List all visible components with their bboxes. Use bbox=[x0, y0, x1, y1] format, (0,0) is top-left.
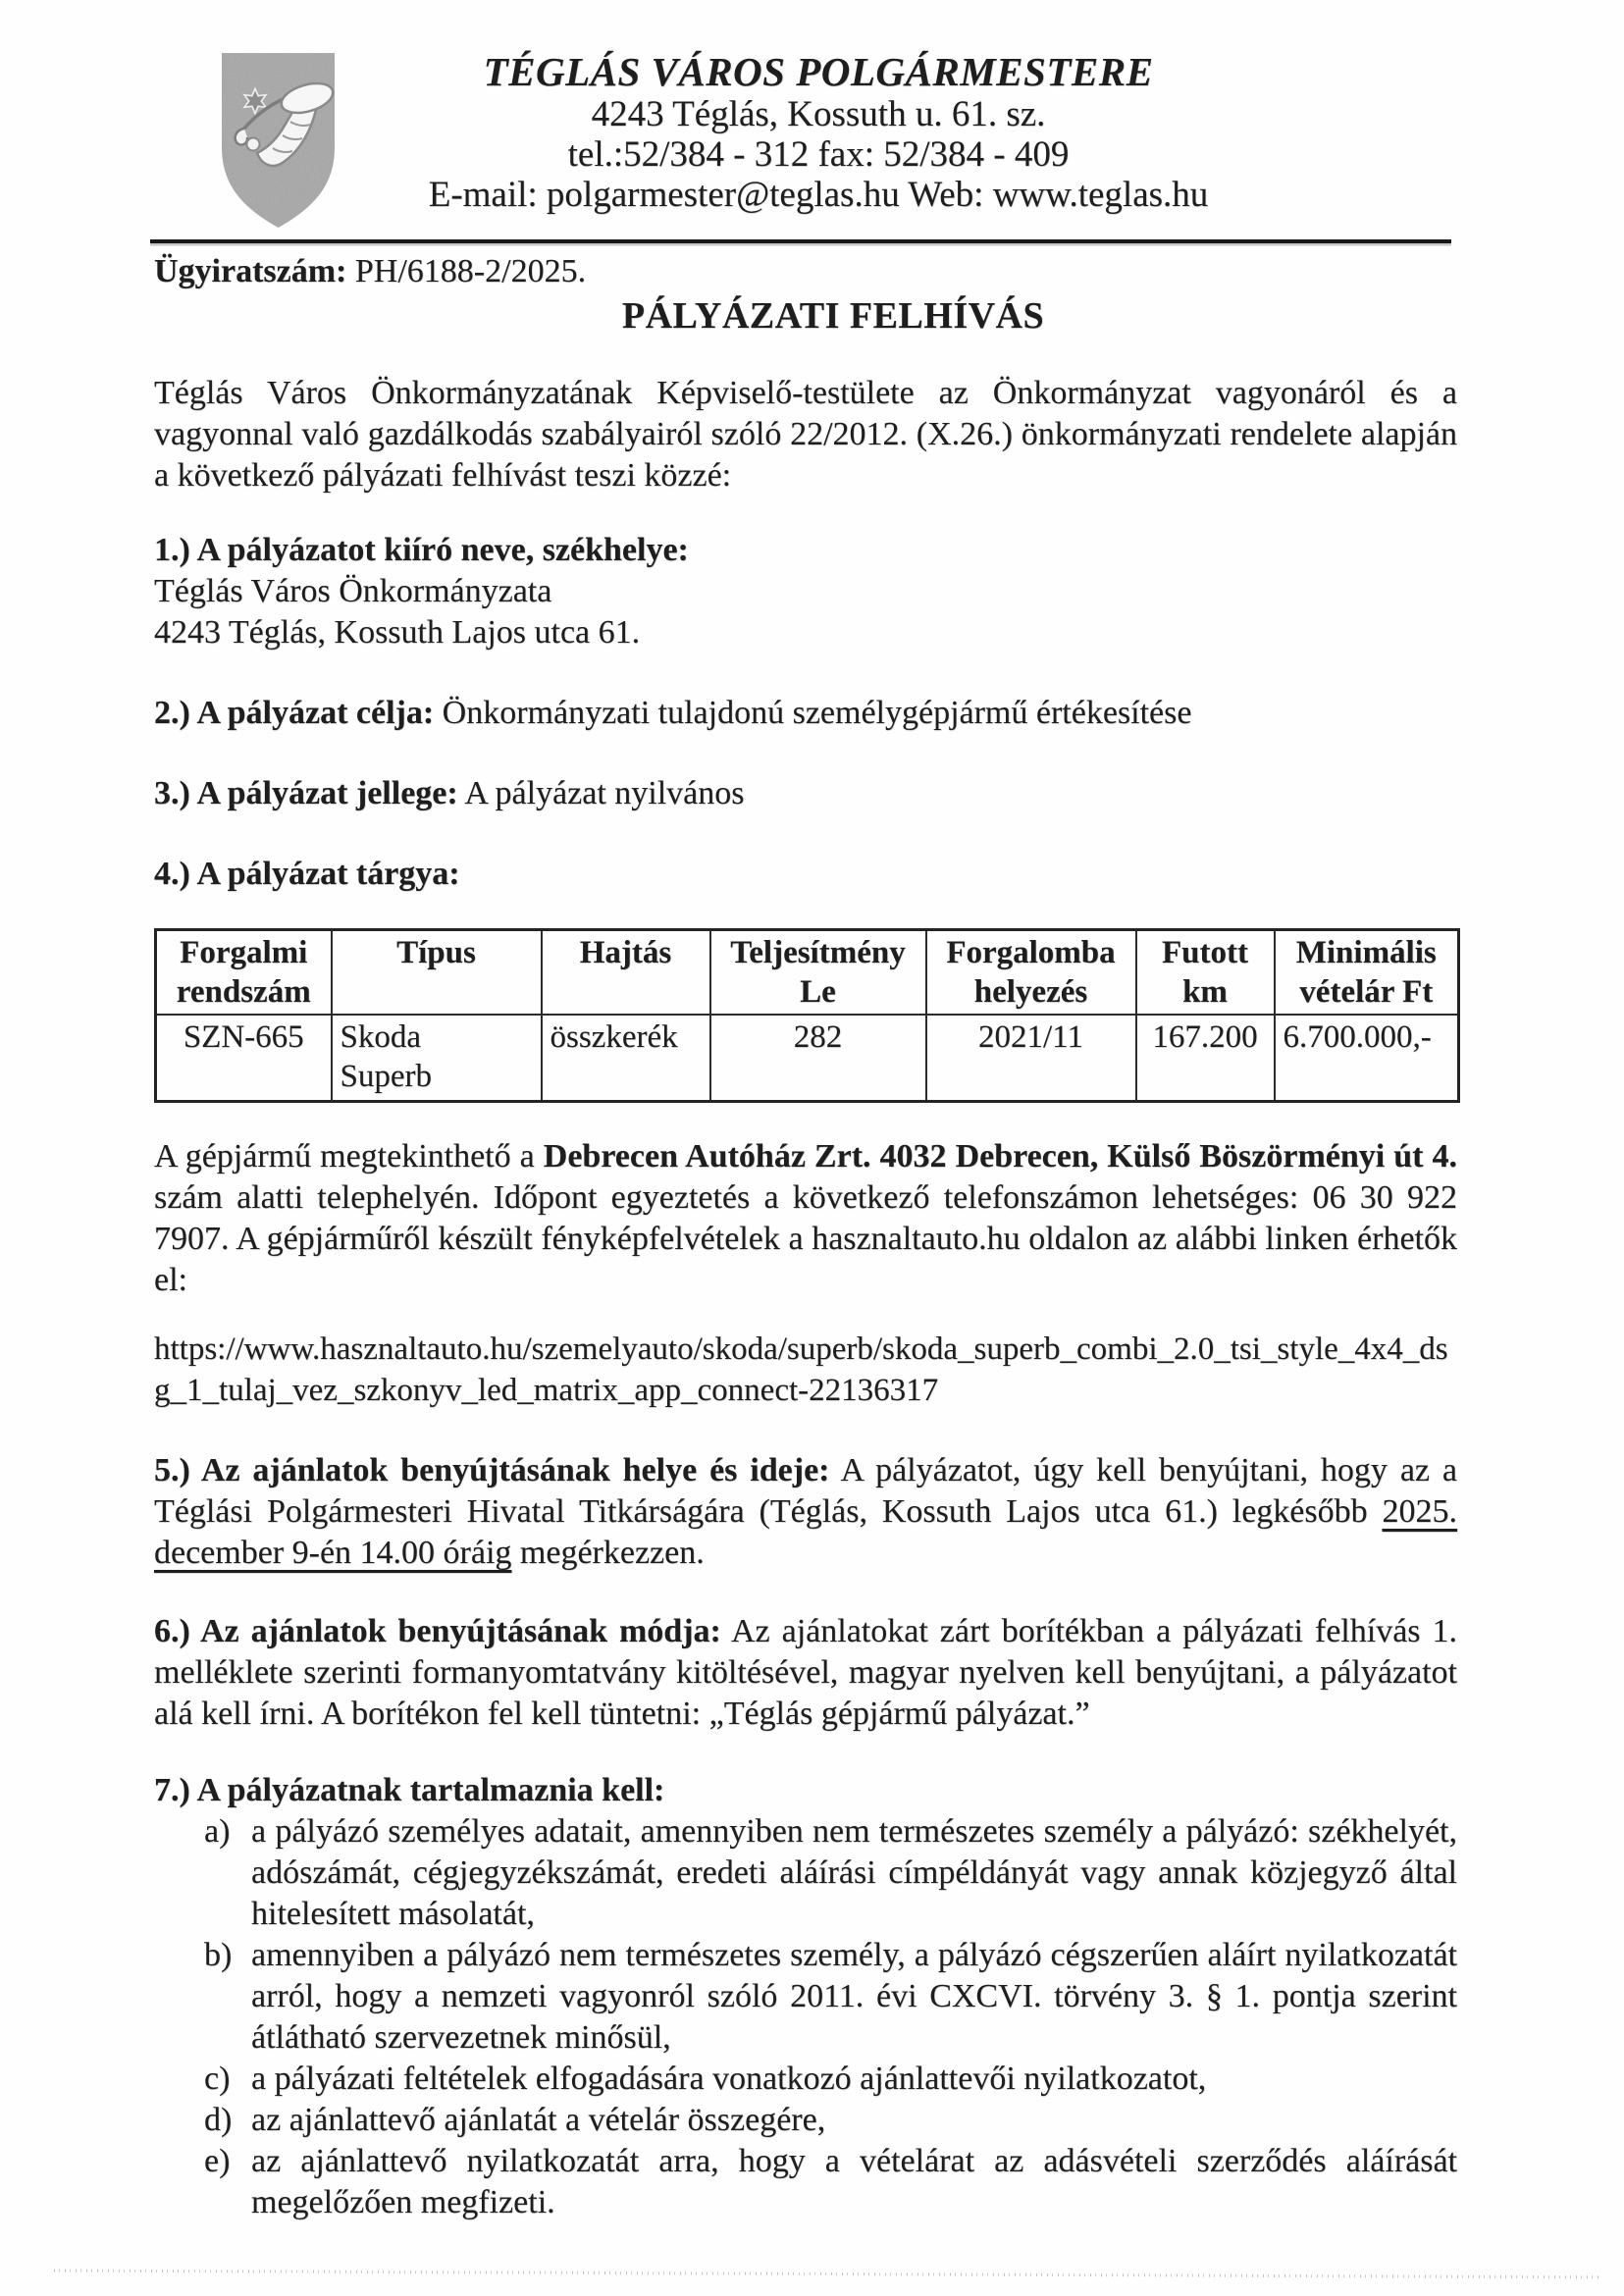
section-3 bbox=[154, 773, 1457, 814]
viewing-pre: A gépjármű megtekinthető a bbox=[154, 1138, 544, 1174]
section-5-heading: 5.) Az ajánlatok benyújtásának helye és ideje: bbox=[154, 1452, 830, 1488]
section-4-heading: 4.) A pályázat tárgya: bbox=[154, 856, 460, 892]
header-divider bbox=[150, 239, 1451, 243]
section-7-heading: 7.) A pályázatnak tartalmaznia kell: bbox=[154, 1772, 665, 1808]
vehicle-table-row bbox=[156, 1015, 1459, 1102]
section-2 bbox=[154, 693, 1457, 734]
list-item-text: a pályázati feltételek elfogadására vonatkozó ajánlattevői nyilatkozatot, bbox=[251, 2061, 1207, 2097]
list-item-text: az ajánlattevő nyilatkozatát arra, hogy a vételárat az adásvételi szerződés aláírását megelőzően megfizeti. bbox=[251, 2143, 1457, 2220]
cell-mileage: 167.200 bbox=[1136, 1015, 1275, 1102]
org-email-web: E-mail: polgarmester@teglas.hu Web: www.teglas.hu bbox=[428, 175, 1209, 215]
section-2-heading: 2.) A pályázat célja: bbox=[154, 695, 435, 731]
issuer-address: 4243 Téglás, Kossuth Lajos utca 61. bbox=[154, 614, 641, 651]
list-marker: d) bbox=[204, 2102, 233, 2138]
section-6-heading: 6.) Az ajánlatok benyújtásának módja: bbox=[154, 1613, 721, 1649]
section-5-text-2: megérkezzen. bbox=[511, 1535, 705, 1571]
list-item-d bbox=[154, 2100, 1457, 2141]
section-5 bbox=[154, 1450, 1457, 1574]
org-address: 4243 Téglás, Kossuth u. 61. sz. bbox=[591, 94, 1046, 134]
teglas-coat-of-arms bbox=[214, 49, 342, 232]
org-phone-fax: tel.:52/384 - 312 fax: 52/384 - 409 bbox=[567, 134, 1070, 175]
section-3-heading: 3.) A pályázat jellege: bbox=[154, 775, 458, 811]
viewing-location: Debrecen Autóház Zrt. 4032 Debrecen, Külső Böszörményi út 4. bbox=[543, 1138, 1457, 1174]
cell-registration: 2021/11 bbox=[926, 1015, 1136, 1102]
list-marker: c) bbox=[204, 2061, 231, 2097]
section-5-text-1: A pályázatot, úgy kell benyújtani, hogy az a Téglási Polgármesteri Hivatal Titkárságára (Téglás, Kossuth Lajos utca 61.) legkésőbb bbox=[154, 1452, 1457, 1530]
section-3-text: A pályázat nyilvános bbox=[457, 775, 745, 811]
list-item-c bbox=[154, 2059, 1457, 2100]
section-6 bbox=[154, 1611, 1457, 1735]
section-7 bbox=[154, 1770, 1457, 2223]
vehicle-table bbox=[154, 928, 1460, 1103]
cell-type: Skoda Superb bbox=[332, 1015, 542, 1102]
col-header-plate: Forgalmi rendszám bbox=[156, 930, 332, 1016]
case-number-label: Ügyiratszám: bbox=[154, 253, 347, 289]
cell-power: 282 bbox=[710, 1015, 926, 1102]
section-1 bbox=[154, 530, 1457, 653]
org-name: TÉGLÁS VÁROS POLGÁRMESTERE bbox=[483, 49, 1154, 94]
list-item-text: a pályázó személyes adatait, amennyiben nem természetes személy a pályázó: székhelyét, adószámát, cégjegyzékszámát, eredeti aláírási címpéldányát vagy annak közjegyző által hitelesített másolatát, bbox=[251, 1813, 1457, 1932]
list-marker: e) bbox=[204, 2143, 231, 2179]
list-marker: a) bbox=[204, 1813, 231, 1850]
letterhead bbox=[154, 0, 1457, 243]
col-header-power: Teljesítmény Le bbox=[710, 930, 926, 1016]
col-header-drivetrain: Hajtás bbox=[542, 930, 710, 1016]
list-marker: b) bbox=[204, 1937, 233, 1973]
list-item-e bbox=[154, 2141, 1457, 2223]
issuer-name: Téglás Város Önkormányzata bbox=[154, 573, 552, 609]
col-header-registration: Forgalomba helyezés bbox=[926, 930, 1136, 1016]
list-item-b bbox=[154, 1935, 1457, 2059]
section-6-text: Az ajánlatokat zárt borítékban a pályázati felhívás 1. melléklete szerinti formanyomtatvány kitöltésével, magyar nyelven kell benyújtani, a pályázatot alá kell írni. A borítékon fel kell tüntetni: „Téglás gépjármű pályázat.” bbox=[154, 1613, 1458, 1732]
list-item-text: amennyiben a pályázó nem természetes személy, a pályázó cégszerűen aláírt nyilatkozatát arról, hogy a nemzeti vagyonról szóló 2011. évi CXCVI. törvény 3. § 1. pontja szerint átlátható szervezetnek minősül, bbox=[251, 1937, 1457, 2056]
section-1-heading: 1.) A pályázatot kiíró neve, székhelye: bbox=[154, 532, 689, 568]
section-2-text: Önkormányzati tulajdonú személygépjármű értékesítése bbox=[434, 695, 1192, 731]
cell-plate: SZN-665 bbox=[156, 1015, 332, 1102]
case-number-value: PH/6188-2/2025. bbox=[354, 253, 587, 289]
submission-deadline: 2025. december 9-én 14.00 óráig bbox=[154, 1493, 1457, 1571]
scan-noise-line bbox=[54, 2270, 1599, 2279]
vehicle-table-header-row bbox=[156, 930, 1459, 1016]
cell-drivetrain: összkerék bbox=[542, 1015, 710, 1102]
viewing-post: szám alatti telephelyén. Időpont egyeztetés a következő telefonszámon lehetséges: 06 30 922 7907. A gépjárműről készült fényképfelvételek a hasznaltauto.hu oldalon az alábbi linken érhetők el: bbox=[154, 1179, 1457, 1298]
list-item-text: az ajánlattevő ajánlatát a vételár összegére, bbox=[251, 2102, 826, 2138]
viewing-paragraph bbox=[154, 1136, 1457, 1301]
intro-paragraph: Téglás Város Önkormányzatának Képviselő-testülete az Önkormányzat vagyonáról és a vagyonnal való gazdálkodás szabályairól szóló 22/2012. (X.26.) önkormányzati rendelete alapján a következő pályázati felhívást teszi közzé: bbox=[154, 375, 1457, 494]
letterhead-text bbox=[154, 0, 1457, 215]
list-item-a bbox=[154, 1811, 1457, 1935]
col-header-type: Típus bbox=[332, 930, 542, 1016]
cell-min-price: 6.700.000,- bbox=[1275, 1015, 1459, 1102]
col-header-mileage: Futott km bbox=[1136, 930, 1275, 1016]
listing-url: https://www.hasznaltauto.hu/szemelyauto/skoda/superb/skoda_superb_combi_2.0_tsi_style_4x4_dsg_1_tulaj_vez_szkonyv_led_matrix_app_connect-22136317 bbox=[154, 1331, 1448, 1408]
col-header-min-price: Minimális vételár Ft bbox=[1275, 930, 1459, 1016]
page-title: PÁLYÁZATI FELHÍVÁS bbox=[621, 295, 1045, 337]
case-number-line bbox=[154, 251, 1457, 292]
